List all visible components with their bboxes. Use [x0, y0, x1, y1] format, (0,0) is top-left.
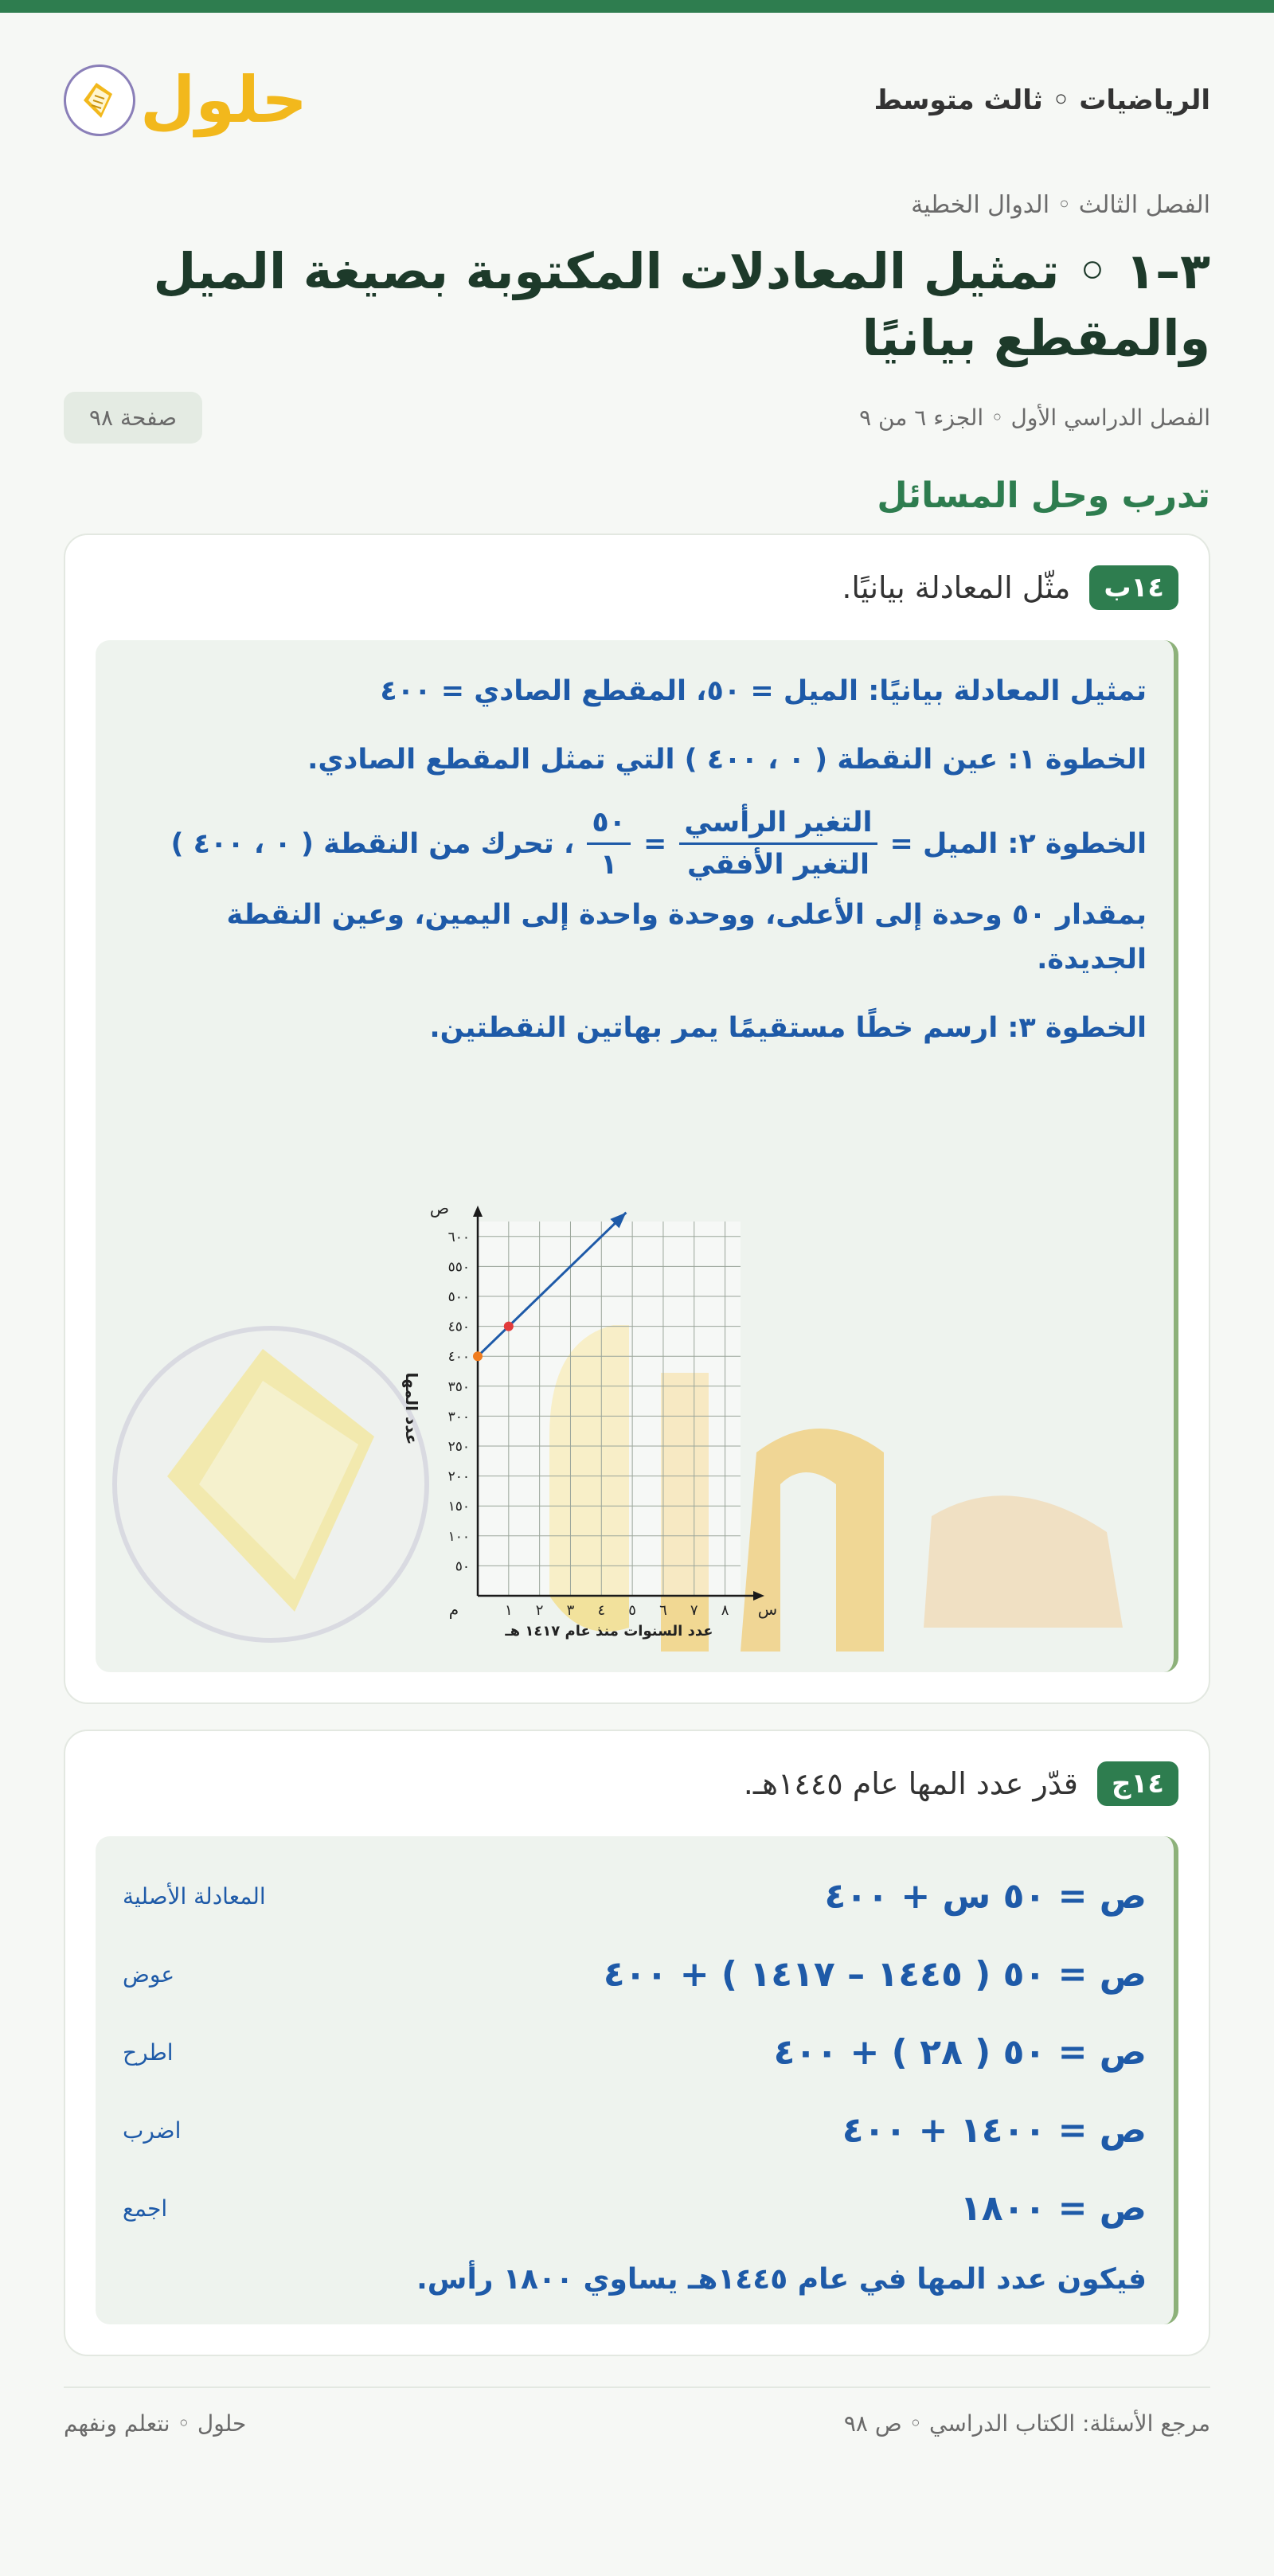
- plot-area: [478, 1222, 741, 1596]
- x-tick-label: ٥: [628, 1602, 636, 1620]
- x-tick-label: ٨: [721, 1602, 729, 1620]
- solution-line-step2: [123, 806, 1147, 881]
- equation-note: المعادلة الأصلية: [123, 1882, 266, 1910]
- question-header: [96, 565, 1178, 610]
- section-title: تدرب وحل المسائل: [877, 475, 1210, 517]
- y-tick-label: ٣٠٠: [447, 1409, 470, 1425]
- solution-line-step3: الخطوة ٣: ارسم خطًا مستقيمًا يمر بهاتين النقطتين.: [429, 1012, 1147, 1045]
- footer-tagline: حلول ◦ نتعلم ونفهم: [64, 2410, 247, 2437]
- solution-line-step1: الخطوة ١: عين النقطة ( ٠ ، ٤٠٠ ) التي تمثل المقطع الصادي.: [307, 744, 1147, 776]
- book-logo-icon: [64, 64, 135, 136]
- equation-row: [123, 1935, 1147, 2013]
- y-axis-letter: ص: [429, 1198, 450, 1218]
- equation-note: اضرب: [123, 2117, 182, 2144]
- question-card-14c: [64, 1730, 1210, 2356]
- fraction-numerator: ٥٠: [587, 806, 631, 845]
- y-tick-label: ٥٥٠: [447, 1259, 470, 1276]
- y-tick-label: ١٠٠: [447, 1529, 470, 1546]
- lesson-title: ٣–١ ◦ تمثيل المعادلات المكتوبة بصيغة الميل والمقطع بيانيًا: [153, 242, 1210, 367]
- y-tick-label: ٢٠٠: [447, 1468, 470, 1485]
- equals-sign: =: [643, 827, 667, 860]
- data-point: [504, 1322, 514, 1331]
- y-tick-label: ٣٥٠: [447, 1379, 470, 1396]
- step2-suffix: ، تحرك من النقطة ( ٠ ، ٤٠٠ ): [170, 827, 575, 860]
- step2-prefix: الخطوة ٢: الميل =: [889, 827, 1147, 860]
- line-graph: [390, 1198, 804, 1659]
- question-text: مثّل المعادلة بيانيًا.: [842, 570, 1071, 606]
- equation-note: اجمع: [123, 2195, 168, 2222]
- equation-step: ص = ٥٠ ( ١٤٤٥ – ١٤١٧ ) + ٤٠٠: [603, 1953, 1147, 1995]
- chapter-label: الفصل الثالث ◦ الدوال الخطية: [911, 191, 1210, 219]
- y-tick-label: ٦٠٠: [447, 1229, 470, 1246]
- page-header: [64, 13, 1210, 188]
- logo-wordmark: حلول: [140, 63, 307, 137]
- solution-box: [96, 1836, 1178, 2324]
- top-accent-bar: [0, 0, 1274, 13]
- y-axis-arrowhead: [473, 1206, 483, 1217]
- origin-label: م: [448, 1600, 459, 1620]
- data-point: [473, 1352, 483, 1362]
- slope-fraction-values: [587, 806, 631, 881]
- fraction-denominator: التغير الأفقي: [686, 849, 870, 881]
- x-tick-label: ٤: [597, 1602, 606, 1620]
- conclusion-text: فيكون عدد المها في عام ١٤٤٥هـ يساوي ١٨٠٠ رأس.: [416, 2263, 1147, 2297]
- page-content: [0, 13, 1274, 2437]
- y-tick-label: ٥٠٠: [447, 1289, 470, 1306]
- site-logo[interactable]: [64, 64, 307, 136]
- question-card-14b: [64, 534, 1210, 1704]
- y-axis-title: عدد المها: [402, 1372, 421, 1445]
- footer-reference: مرجع الأسئلة: الكتاب الدراسي ◦ ص ٩٨: [843, 2410, 1210, 2437]
- solution-box: [96, 640, 1178, 1672]
- y-tick-label: ٤٠٠: [447, 1349, 470, 1366]
- graph-container: [390, 1198, 804, 1663]
- equation-note: اطرح: [123, 2039, 174, 2066]
- equation-step: ص = ٥٠ ( ٢٨ ) + ٤٠٠: [773, 2031, 1147, 2073]
- x-axis-letter: س: [757, 1600, 778, 1620]
- equation-row: [123, 1857, 1147, 1935]
- slope-fraction-words: [679, 806, 877, 881]
- x-tick-label: ١: [504, 1602, 513, 1620]
- page-footer: [64, 2386, 1210, 2437]
- fraction-denominator: ١: [600, 849, 618, 881]
- page-number-badge: صفحة ٩٨: [64, 392, 202, 444]
- question-header: [96, 1761, 1178, 1806]
- x-tick-label: ٧: [690, 1602, 698, 1620]
- solution-line-summary: تمثيل المعادلة بيانيًا: الميل = ٥٠، المقطع الصادي = ٤٠٠: [380, 675, 1147, 708]
- equation-step: ص = ١٤٠٠ + ٤٠٠: [842, 2109, 1147, 2151]
- question-number-badge: ١٤ب: [1089, 565, 1178, 610]
- x-tick-label: ٢: [535, 1602, 544, 1620]
- question-text: قدّر عدد المها عام ١٤٤٥هـ.: [743, 1766, 1078, 1802]
- fraction-numerator: التغير الرأسي: [679, 806, 877, 845]
- y-tick-label: ٥٠: [455, 1558, 470, 1575]
- semester-label: الفصل الدراسي الأول ◦ الجزء ٦ من ٩: [859, 405, 1210, 432]
- equation-step: ص = ١٨٠٠: [959, 2187, 1147, 2229]
- x-tick-label: ٦: [659, 1602, 667, 1620]
- equation-step: ص = ٥٠ س + ٤٠٠: [824, 1875, 1147, 1917]
- equation-note: عوض: [123, 1960, 175, 1988]
- x-tick-label: ٣: [566, 1602, 575, 1620]
- subject-label: الرياضيات ◦ ثالث متوسط: [873, 84, 1210, 116]
- question-number-badge: ١٤ج: [1097, 1761, 1178, 1806]
- solution-line-step2-continued: بمقدار ٥٠ وحدة إلى الأعلى، ووحدة واحدة إلى اليمين، وعين النقطة الجديدة.: [226, 899, 1147, 976]
- y-tick-label: ١٥٠: [447, 1499, 470, 1515]
- equation-row: [123, 2091, 1147, 2169]
- equation-row: [123, 2169, 1147, 2247]
- y-tick-label: ٤٥٠: [447, 1319, 470, 1335]
- meta-row: [64, 392, 1210, 444]
- y-tick-label: ٢٥٠: [447, 1439, 470, 1456]
- x-axis-title: عدد السنوات منذ عام ١٤١٧ هـ: [505, 1623, 713, 1640]
- equation-row: [123, 2013, 1147, 2091]
